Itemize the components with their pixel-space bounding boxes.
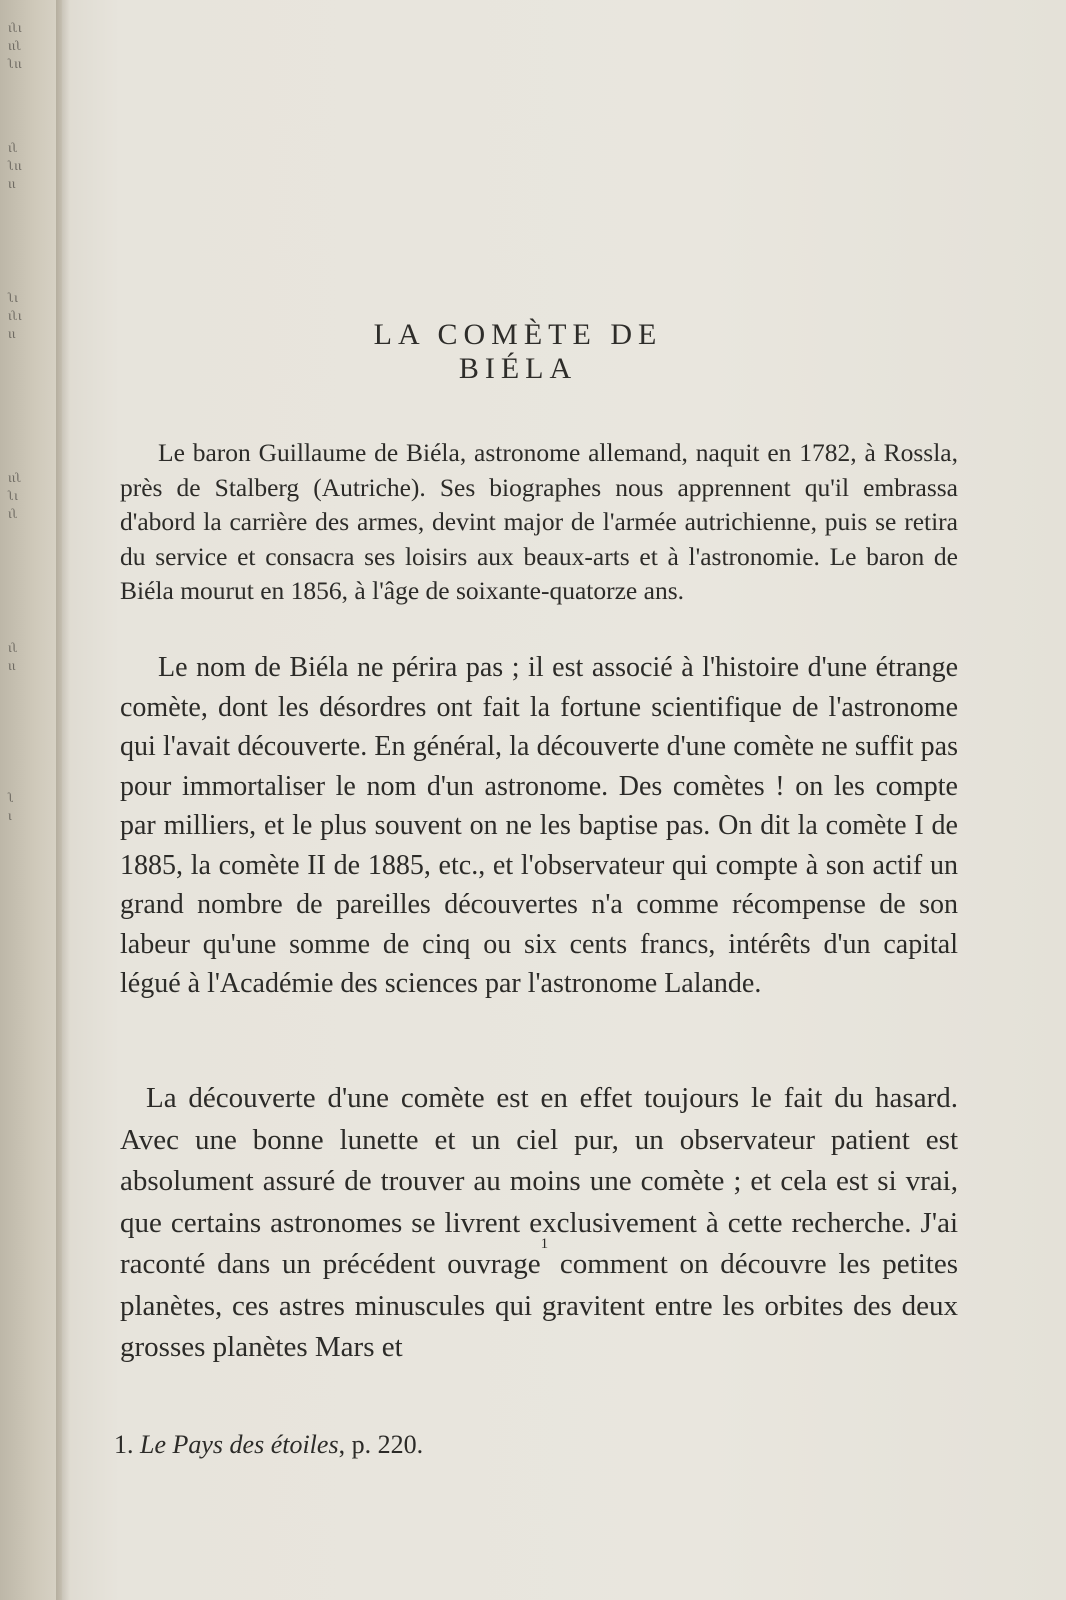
footnote	[114, 1430, 423, 1460]
bleed-through-text: ɩʅɩ ɩɩʅ ʅɩɩ	[8, 21, 22, 72]
footnote-book-title: Le Pays des étoiles	[140, 1430, 339, 1459]
bleed-through-text: ʅ ɩ	[8, 791, 15, 824]
chapter-title: LA COMÈTE DE BIÉLA	[373, 318, 663, 385]
bleed-through-text: ɩʅ ʅɩɩ ɩɩ	[8, 141, 22, 192]
bleed-through-text: ʅɩ ɩʅɩ ɩɩ	[8, 291, 22, 342]
book-page	[110, 0, 960, 1600]
facing-page-edge	[0, 0, 62, 1600]
bleed-through-text: ɩɩʅ ʅɩ ɩʅ	[8, 471, 22, 522]
paragraph-2: Le nom de Biéla ne périra pas ; il est associé à l'histoire d'une étrange comète, dont les désordres ont fait la fortune scientifique de l'astronome qui l'avait découverte. En général, la découverte d'une comète ne suffit pas pour immortaliser le nom d'un astronome. Des comètes ! on les compte par milliers, et le plus souvent on ne les baptise pas. On dit la comète I de 1885, la comète II de 1885, etc., et l'observateur qui compte à son actif un grand nombre de pareilles découvertes n'a comme récompense de son labeur qu'une somme de cinq ou six cents francs, intérêts d'un capital légué à l'Académie des sciences par l'astronome Lalande.	[120, 652, 958, 999]
footnote-number: 1.	[114, 1430, 134, 1459]
gutter-shadow	[56, 0, 70, 1600]
footnote-page: , p. 220.	[338, 1430, 424, 1459]
paragraph-3-continuation: comment on découvre les petites planètes, ces astres minuscules qui gravitent entre les orbites des deux grosses planètes Mars et	[120, 1248, 958, 1363]
bleed-through-text: ɩʅ ɩɩ	[8, 641, 18, 674]
footnote-reference: 1	[540, 1236, 549, 1252]
paragraph-3-text: La découverte d'une comète est en effet toujours le fait du hasard. Avec une bonne lunette et un ciel pur, un observateur patient est absolument assuré de trouver au moins une comète ; et cela est si vrai, que certains astronomes se livrent exclusivement à cette recherche. J'ai raconté dans un précédent ouvrage	[120, 1082, 958, 1280]
paragraph-1: Le baron Guillaume de Biéla, astronome allemand, naquit en 1782, à Rossla, près de Stalberg (Autriche). Ses biographes nous apprennent qu'il embrassa d'abord la carrière des armes, devint major de l'armée autrichienne, puis se retira du service et consacra ses loisirs aux beaux-arts et à l'astronomie. Le baron de Biéla mourut en 1856, à l'âge de soixante-quatorze ans.	[120, 438, 958, 605]
paragraph-3	[120, 1078, 958, 1369]
